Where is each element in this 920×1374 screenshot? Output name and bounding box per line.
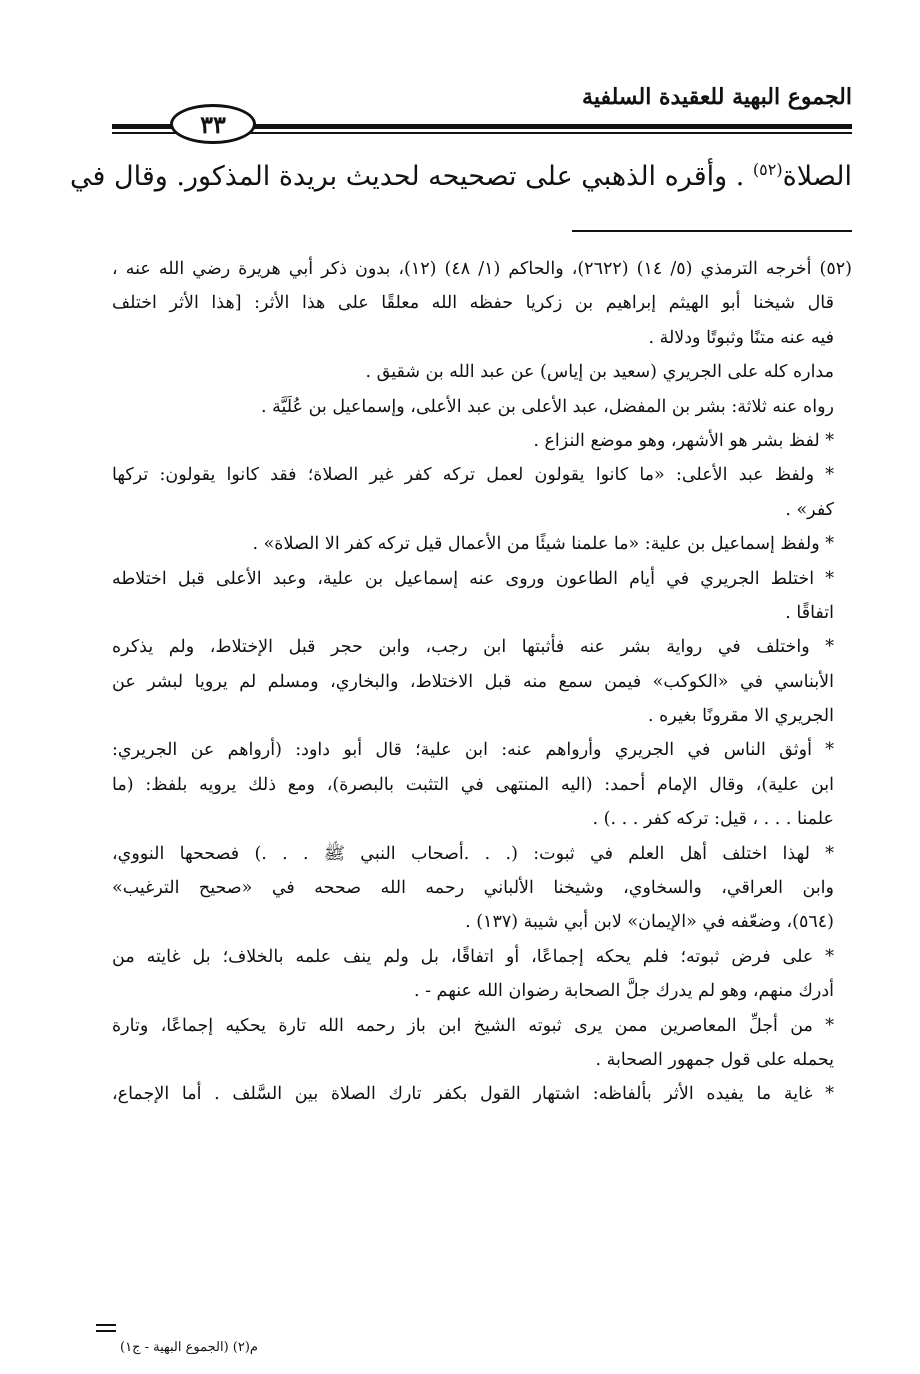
footnote-line: * اختلط الجريري في أيام الطاعون وروى عنه إسماعيل بن علية، وعبد الأعلى قبل اختلاطه — [112, 568, 834, 589]
footnote-line: الجريري الا مقرونًا بغيره . — [648, 706, 834, 727]
footnote-line: أدرك منهم، وهو لم يدرك جلَّ الصحابة رضوان الله عنهم - . — [413, 981, 834, 1002]
footnote-line: * ولفظ إسماعيل بن علية: «ما علمنا شيئًا من الأعمال قيل تركه كفر الا الصلاة» . — [252, 534, 834, 555]
footnote-line: * غاية ما يفيده الأثر بألفاظه: اشتهار القول بكفر تارك الصلاة بين السَّلف . أما الإجماع، — [112, 1084, 834, 1105]
footnote-line: رواه عنه ثلاثة: بشر بن المفضل، عبد الأعلى بن عبد الأعلى، وإسماعيل بن عُلَيَّة . — [261, 396, 834, 417]
footnote-separator — [572, 230, 852, 232]
footnote-line: مداره كله على الجريري (سعيد بن إياس) عن عبد الله بن شقيق . — [365, 362, 834, 383]
footnote-line: * على فرض ثبوته؛ فلم يحكه إجماعًا، أو اتفاقًا، بل ولم ينف علمه بالخلاف؛ بل غايته من — [112, 946, 834, 967]
body-text-line — [70, 160, 852, 192]
footnote-line: * لفظ بشر هو الأشهر، وهو موضع النزاع . — [533, 430, 834, 451]
footnote-line: فيه عنه متنًا وثبوتًا ودلالة . — [648, 327, 834, 348]
body-text-after-ref: . وأقره الذهبي على تصحيحه لحديث بريدة المذكور. وقال في — [70, 161, 745, 192]
footnote-line: يحمله على قول جمهور الصحابة . — [595, 1049, 834, 1070]
footnote-line: قال شيخنا أبو الهيثم إبراهيم بن زكريا حفظه الله معلقًا على هذا الأثر: [هذا الأثر اختلف — [112, 293, 834, 314]
body-text-before-ref: الصلاة — [782, 161, 852, 192]
footnote-line: كفر» . — [785, 499, 834, 520]
footnote-line: * واختلف في رواية بشر عنه فأثبتها ابن رجب، وابن حجر قبل الإختلاط، ولم يذكره — [112, 637, 834, 658]
footnote-reference: (٥٢) — [752, 160, 783, 179]
page-signature: م(٢) (الجموع البهية - ج١) — [120, 1340, 258, 1355]
footnote-line: اتفاقًا . — [785, 602, 834, 623]
footnote-line: * ولفظ عبد الأعلى: «ما كانوا يقولون لعمل تركه كفر غير الصلاة؛ فقد كانوا يقولون: تركها — [112, 465, 834, 486]
footnote-line: وابن العراقي، والسخاوي، وشيخنا الألباني رحمه الله صححه في «صحيح الترغيب» — [112, 878, 834, 899]
footnote-block — [112, 252, 852, 1112]
page-number: ٣٣ — [170, 104, 256, 144]
footnote-line: ابن علية)، وقال الإمام أحمد: (اليه المنتهى في التثبت بالبصرة)، ومع ذلك يرويه بلفظ: (ما — [112, 774, 834, 795]
footnote-line: علمنا . . . ، قيل: تركه كفر . . .) . — [592, 809, 834, 830]
footnote-line: * أوثق الناس في الجريري وأرواهم عنه: ابن علية؛ قال أبو داود: (أرواهم عن الجريري: — [112, 740, 834, 761]
footnote-line: الأبناسي في «الكوكب» فيمن سمع منه قبل الاختلاط، والبخاري، ومسلم لم يرويا لبشر عن — [112, 671, 834, 692]
running-title: الجموع البهية للعقيدة السلفية — [582, 84, 852, 110]
bottom-mark — [96, 1330, 116, 1332]
footnote-line: (٥٢) أخرجه الترمذي (٥/ ١٤) (٢٦٢٢)، والحاكم (١/ ٤٨) (١٢)، بدون ذكر أبي هريرة رضي الله عنه ، — [112, 259, 852, 279]
footnote-line: (٥٦٤)، وضعّفه في «الإيمان» لابن أبي شيبة (١٣٧) . — [465, 912, 834, 933]
footnote-line: * من أجلِّ المعاصرين ممن يرى ثبوته الشيخ ابن باز رحمه الله تارة يحكيه إجماعًا، وتارة — [112, 1015, 834, 1036]
footnote-line: * لهذا اختلف أهل العلم في ثبوت: (. . .أصحاب النبي ﷺ . . .) فصححها النووي، — [112, 843, 834, 864]
bottom-mark — [96, 1324, 116, 1326]
